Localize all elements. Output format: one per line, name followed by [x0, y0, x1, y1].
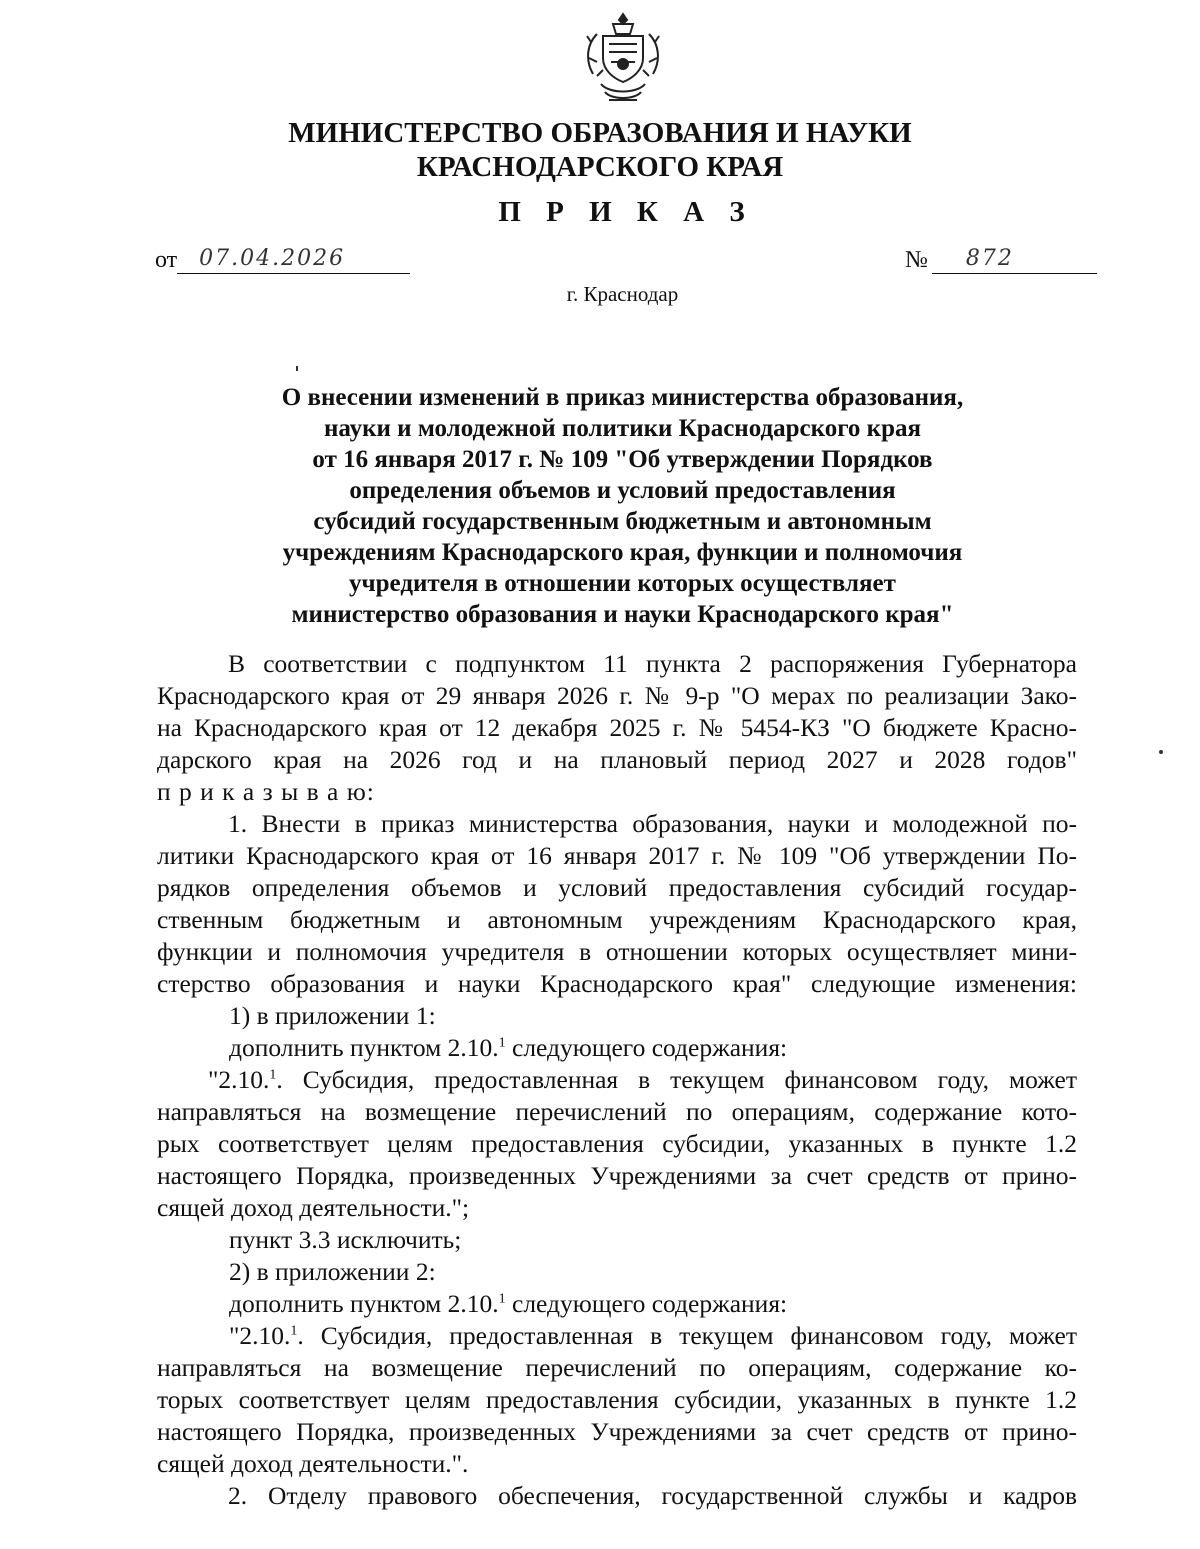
body-line: ственным бюджетным и автономным учреждениям Краснодарского края,	[157, 905, 1077, 934]
body-line: литики Краснодарского края от 16 января 2017 г. № 109 "Об утверждении По-	[157, 841, 1077, 870]
body-line: 1. Внести в приказ министерства образования, науки и молодежной по-	[228, 809, 1077, 838]
body-line: стерство образования и науки Краснодарского края" следующие изменения:	[157, 969, 1077, 998]
title-line: от 16 января 2017 г. № 109 "Об утверждении Порядков	[312, 446, 933, 473]
title-line: О внесении изменений в приказ министерства образования,	[281, 384, 964, 411]
document-body	[157, 648, 1077, 1512]
date-field	[155, 244, 410, 274]
title-line: учредителя в отношении которых осуществляет	[349, 570, 896, 597]
body-line: Краснодарского края от 29 января 2026 г. № 9-р "О мерах по реализации Зако-	[157, 681, 1077, 710]
handwritten-number: 872	[932, 244, 1097, 274]
title-line: определения объемов и условий предоставления	[349, 477, 896, 504]
body-line: направляться на возмещение перечислений по операциям, содержание кото-	[157, 1097, 1077, 1126]
body-line: 2) в приложении 2:	[229, 1257, 436, 1286]
body-line: направляться на возмещение перечислений по операциям, содержание ко-	[157, 1353, 1077, 1382]
body-line: "2.10.$^1$. Субсидия, предоставленная в текущем финансовом году, может	[208, 1065, 1077, 1094]
body-line: пункт 3.3 исключить;	[229, 1225, 462, 1254]
body-line: функции и полномочия учредителя в отношении которых осуществляет мини-	[157, 937, 1077, 966]
handwritten-date: 07.04.2026	[177, 244, 410, 274]
body-line: на Краснодарского края от 12 декабря 2025 г. № 5454-КЗ "О бюджете Красно-	[157, 713, 1077, 742]
title-line: науки и молодежной политики Краснодарского края	[323, 415, 922, 442]
document-title	[0, 382, 1200, 630]
ministry-line-1: МИНИСТЕРСТВО ОБРАЗОВАНИЯ И НАУКИ	[288, 117, 912, 149]
body-line: настоящего Порядка, произведенных Учреждениями за счет средств от прино-	[157, 1417, 1077, 1446]
number-field	[905, 244, 1097, 274]
ministry-name	[0, 116, 1200, 184]
document-type: П Р И К А З	[498, 196, 754, 228]
body-line: рядков определения объемов и условий предоставления субсидий государ-	[157, 873, 1077, 902]
number-prefix: №	[905, 247, 928, 273]
body-line: В соответствии с подпунктом 11 пункта 2 распоряжения Губернатора	[228, 649, 1077, 678]
body-line: торых соответствует целям предоставления субсидии, указанных в пункте 1.2	[157, 1385, 1077, 1414]
body-line: дополнить пунктом 2.10.$^1$ следующего содержания:	[229, 1033, 788, 1062]
body-line: 1) в приложении 1:	[229, 1001, 436, 1030]
date-prefix: от	[155, 247, 178, 273]
body-line: рых соответствует целям предоставления субсидии, указанных в пункте 1.2	[157, 1129, 1077, 1158]
ministry-line-2: КРАСНОДАРСКОГО КРАЯ	[416, 151, 784, 183]
body-line: "2.10.$^1$. Субсидия, предоставленная в текущем финансовом году, может	[229, 1321, 1077, 1350]
coat-of-arms-emblem	[583, 12, 663, 106]
title-line: учреждениям Краснодарского края, функции и полномочия	[282, 539, 963, 566]
body-line: 2. Отделу правового обеспечения, государственной службы и кадров	[228, 1481, 1077, 1510]
scan-speck	[1159, 750, 1163, 754]
city: г. Краснодар	[566, 282, 679, 306]
body-line: сящей доход деятельности.".	[157, 1449, 469, 1478]
body-line: настоящего Порядка, произведенных Учреждениями за счет средств от прино-	[157, 1161, 1077, 1190]
body-line: дополнить пунктом 2.10.$^1$ следующего содержания:	[229, 1289, 788, 1318]
title-line: министерство образования и науки Краснодарского края"	[291, 601, 954, 628]
body-line: дарского края на 2026 год и на плановый период 2027 и 2028 годов"	[157, 745, 1077, 774]
title-line: субсидий государственным бюджетным и автономным	[313, 508, 932, 535]
body-line: п р и к а з ы в а ю:	[157, 777, 375, 806]
body-line: сящей доход деятельности.";	[157, 1193, 470, 1222]
scan-speck	[296, 366, 298, 371]
